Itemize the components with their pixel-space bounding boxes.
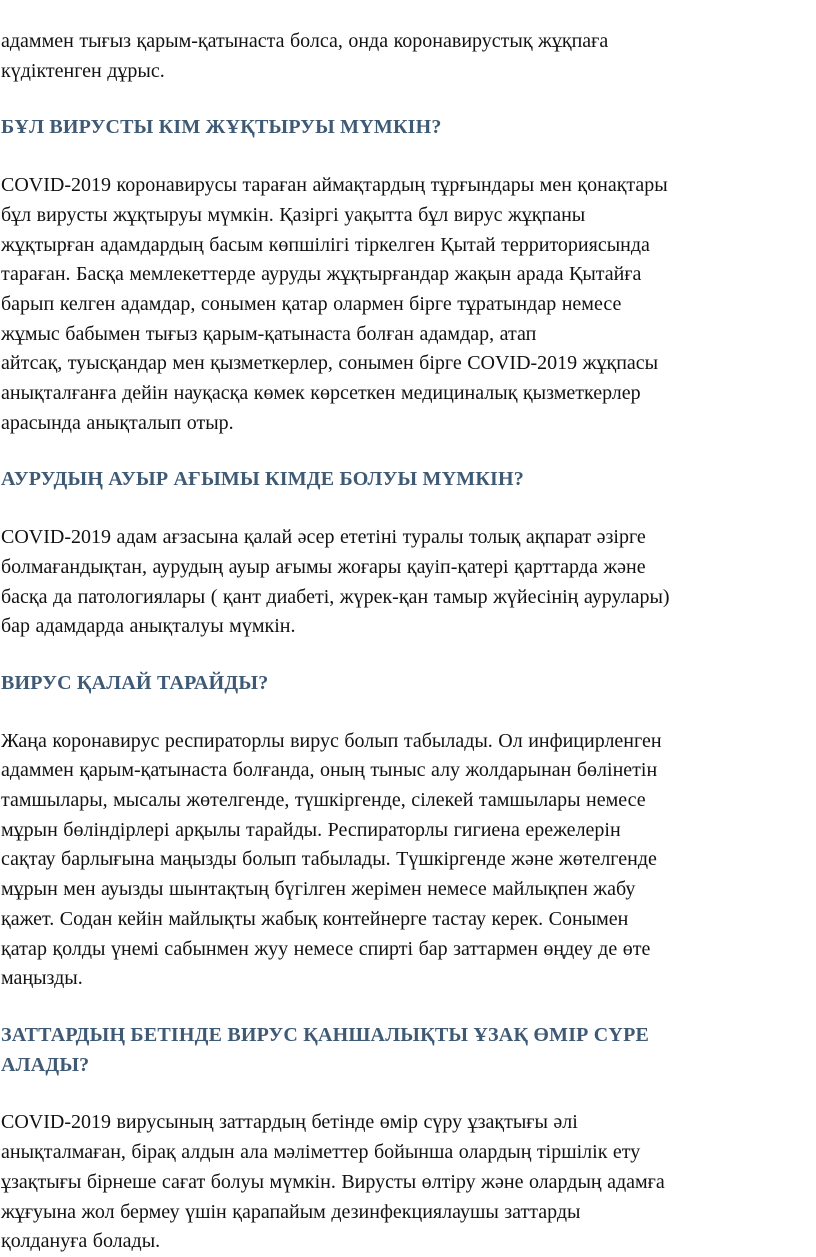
text-line: бұл вирусты жұқтыруы мүмкін. Қазіргі уақытта бұл вирус жұқпаны <box>1 203 586 226</box>
text-line: адаммен тығыз қарым-қатынаста болса, онда коронавирустық жұқпаға <box>1 30 609 52</box>
intro-paragraph <box>1 27 814 86</box>
text-line: ұзақтығы бірнеше сағат болуы мүмкін. Вирусты өлтіру және олардың адамға <box>1 1170 665 1193</box>
text-line: қажет. Содан кейін майлықты жабық контейнерге тастау керек. Сонымен <box>1 907 629 930</box>
text-line: Жаңа коронавирус респираторлы вирус болып табылады. Ол инфицирленген <box>1 729 662 752</box>
section-heading-how-virus-spreads <box>1 669 814 699</box>
heading-line: АЛАДЫ? <box>1 1053 90 1076</box>
text-line: маңызды. <box>1 967 83 990</box>
text-line: қолдануға болады. <box>1 1230 161 1253</box>
text-line: адаммен қарым-қатынаста болғанда, оның тыныс алу жолдарынан бөлінетін <box>1 759 658 782</box>
text-line: тамшылары, мысалы жөтелгенде, түшкіргенде, сілекей тамшылары немесе <box>1 789 646 812</box>
section-heading-severe-course <box>1 465 814 495</box>
text-line: бар адамдарда анықталуы мүмкін. <box>1 615 296 638</box>
text-line: жұқтырған адамдардың басым көпшілігі тіркелген Қытай территориясында <box>1 233 650 256</box>
text-line: күдіктенген дұрыс. <box>1 59 165 82</box>
heading-line: АУРУДЫҢ АУЫР АҒЫМЫ КІМДЕ БОЛУЫ МҮМКІН? <box>1 468 525 491</box>
text-line: барып келген адамдар, сонымен қатар олармен бірге тұратындар немесе <box>1 292 622 315</box>
text-line: анықталғанға дейін науқасқа көмек көрсеткен медициналық қызметкерлер <box>1 382 641 405</box>
section-body-who-can-get-infected <box>1 171 814 438</box>
text-line: мұрын мен ауызды шынтақтың бүгілген жерімен немесе майлықпен жабу <box>1 878 636 901</box>
text-line: COVID-2019 адам ағзасына қалай әсер ететіні туралы толық ақпарат әзірге <box>1 526 646 549</box>
text-line: сақтау барлығына маңызды болып табылады. Түшкіргенде және жөтелгенде <box>1 848 657 871</box>
text-line: жұмыс бабымен тығыз қарым-қатынаста болған адамдар, атап <box>1 322 537 345</box>
text-line: COVID-2019 коронавирусы тараған аймақтардың тұрғындары мен қонақтары <box>1 174 668 197</box>
heading-line: ВИРУС ҚАЛАЙ ТАРАЙДЫ? <box>1 671 269 694</box>
text-line: тараған. Басқа мемлекеттерде ауруды жұқтырғандар жақын арада Қытайға <box>1 263 642 286</box>
section-body-survival-on-surfaces <box>1 1108 814 1257</box>
text-line: қатар қолды үнемі сабынмен жуу немесе спирті бар заттармен өңдеу де өте <box>1 937 651 960</box>
text-line: арасында анықталып отыр. <box>1 411 234 434</box>
heading-line: ЗАТТАРДЫҢ БЕТІНДЕ ВИРУС ҚАНШАЛЫҚТЫ ҰЗАҚ ӨМІР СҮРЕ <box>1 1023 650 1046</box>
text-line: басқа да патологиялары ( қант диабеті, жүрек-қан тамыр жүйесінің аурулары) <box>1 585 670 608</box>
text-line: мұрын бөліндірлері арқылы тарайды. Респираторлы гигиена ережелерін <box>1 818 621 841</box>
section-heading-who-can-get-infected <box>1 113 814 143</box>
section-heading-survival-on-surfaces <box>1 1021 814 1080</box>
text-line: анықталмаған, бірақ алдын ала мәліметтер бойынша олардың тіршілік ету <box>1 1141 641 1164</box>
section-body-severe-course <box>1 523 814 642</box>
text-line: болмағандықтан, аурудың ауыр ағымы жоғары қауіп-қатері қарттарда және <box>1 555 646 578</box>
text-line: айтсақ, туысқандар мен қызметкерлер, сонымен бірге COVID-2019 жұқпасы <box>1 352 659 375</box>
text-line: жұғуына жол бермеу үшін қарапайым дезинфекциялаушы заттарды <box>1 1200 581 1223</box>
section-body-how-virus-spreads <box>1 727 814 994</box>
heading-line: БҰЛ ВИРУСТЫ КІМ ЖҰҚТЫРУЫ МҮМКІН? <box>1 116 442 139</box>
text-line: COVID-2019 вирусының заттардың бетінде өмір сүру ұзақтығы әлі <box>1 1111 578 1134</box>
